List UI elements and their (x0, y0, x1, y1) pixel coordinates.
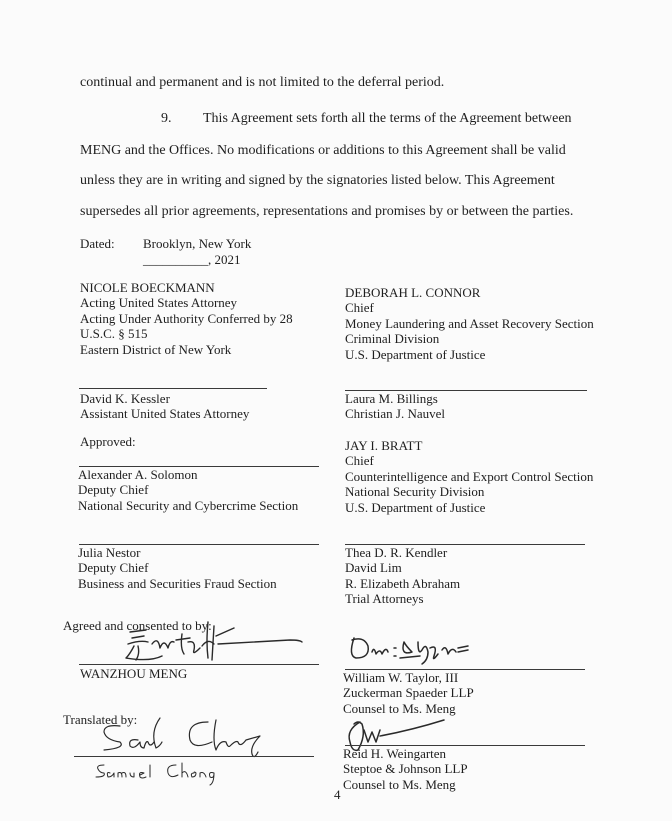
edny-authority: Acting Under Authority Conferred by 28 (80, 310, 293, 326)
mlars-signature-block (345, 285, 594, 362)
nsd-name: JAY I. BRATT (345, 438, 423, 453)
nsd-attorneys-block (345, 545, 460, 607)
nestor-name: Julia Nestor (78, 545, 141, 560)
attorney-name: Laura M. Billings (345, 391, 438, 406)
edny-title: Acting United States Attorney (80, 295, 238, 311)
nsd-department: U.S. Department of Justice (345, 499, 486, 515)
item-number: 9. (161, 111, 172, 126)
taylor-signature (342, 628, 492, 673)
signature-line-meng (79, 664, 319, 665)
continuation-line: continual and permanent and is not limited to the deferral period. (80, 75, 445, 90)
weingarten-role: Counsel to Ms. Meng (343, 776, 456, 792)
weingarten-signature-block (343, 746, 468, 792)
attorney-name: Christian J. Nauvel (345, 406, 446, 422)
mlars-department: U.S. Department of Justice (345, 346, 486, 362)
agreed-label: Agreed and consented to by: (63, 618, 212, 633)
weingarten-name: Reid H. Weingarten (343, 746, 447, 761)
taylor-firm: Zuckerman Spaeder LLP (343, 685, 474, 701)
page-number: 4 (334, 787, 341, 802)
translator-handwritten-name (92, 757, 242, 792)
edny-statute: U.S.C. § 515 (80, 326, 148, 342)
nestor-section: Business and Securities Fraud Section (78, 575, 277, 591)
solomon-name: Alexander A. Solomon (78, 467, 198, 482)
edny-office: Eastern District of New York (80, 341, 232, 357)
nsd-section: Counterintelligence and Export Control Section (345, 468, 594, 484)
attorney-name: David Lim (345, 560, 402, 576)
attorney-title: Trial Attorneys (345, 591, 424, 607)
mlars-division: Criminal Division (345, 331, 440, 347)
attorney-name: R. Elizabeth Abraham (345, 575, 461, 591)
edny-signature-block (80, 280, 293, 357)
kessler-name: David K. Kessler (80, 391, 170, 406)
taylor-role: Counsel to Ms. Meng (343, 700, 456, 716)
nsd-title: Chief (345, 453, 374, 469)
approved-label: Approved: (80, 434, 136, 449)
mlars-attorneys-block (345, 391, 445, 422)
taylor-name: William W. Taylor, III (343, 670, 459, 685)
weingarten-firm: Steptoe & Johnson LLP (343, 761, 468, 777)
kessler-title: Assistant United States Attorney (80, 406, 250, 422)
meng-name: WANZHOU MENG (80, 666, 188, 681)
solomon-section: National Security and Cybercrime Section (78, 497, 299, 513)
dated-date: __________, 2021 (143, 252, 241, 267)
taylor-signature-block (343, 670, 474, 716)
paragraph-line: MENG and the Offices. No modifications or additions to this Agreement shall be valid (80, 143, 566, 158)
paragraph-line: unless they are in writing and signed by the signatories listed below. This Agreement (80, 173, 555, 188)
mlars-name: DEBORAH L. CONNOR (345, 285, 481, 300)
mlars-section: Money Laundering and Asset Recovery Section (345, 315, 594, 331)
paragraph-line: supersedes all prior agreements, representations and promises by or between the parties. (80, 204, 574, 219)
dated-label: Dated: (80, 236, 115, 251)
solomon-title: Deputy Chief (78, 482, 149, 498)
nestor-signature-block (78, 545, 277, 591)
mlars-title: Chief (345, 300, 374, 316)
dated-place: Brooklyn, New York (143, 236, 252, 251)
translated-label: Translated by: (63, 712, 138, 727)
edny-name: NICOLE BOECKMANN (80, 280, 215, 295)
solomon-signature-block (78, 467, 298, 513)
nsd-division: National Security Division (345, 484, 485, 500)
paragraph-line: This Agreement sets forth all the terms of the Agreement between (203, 111, 572, 126)
nsd-signature-block (345, 438, 593, 515)
nestor-title: Deputy Chief (78, 560, 149, 576)
signature-line-kessler (79, 388, 267, 389)
attorney-name: Thea D. R. Kendler (345, 545, 448, 560)
kessler-signature-block (80, 391, 249, 422)
